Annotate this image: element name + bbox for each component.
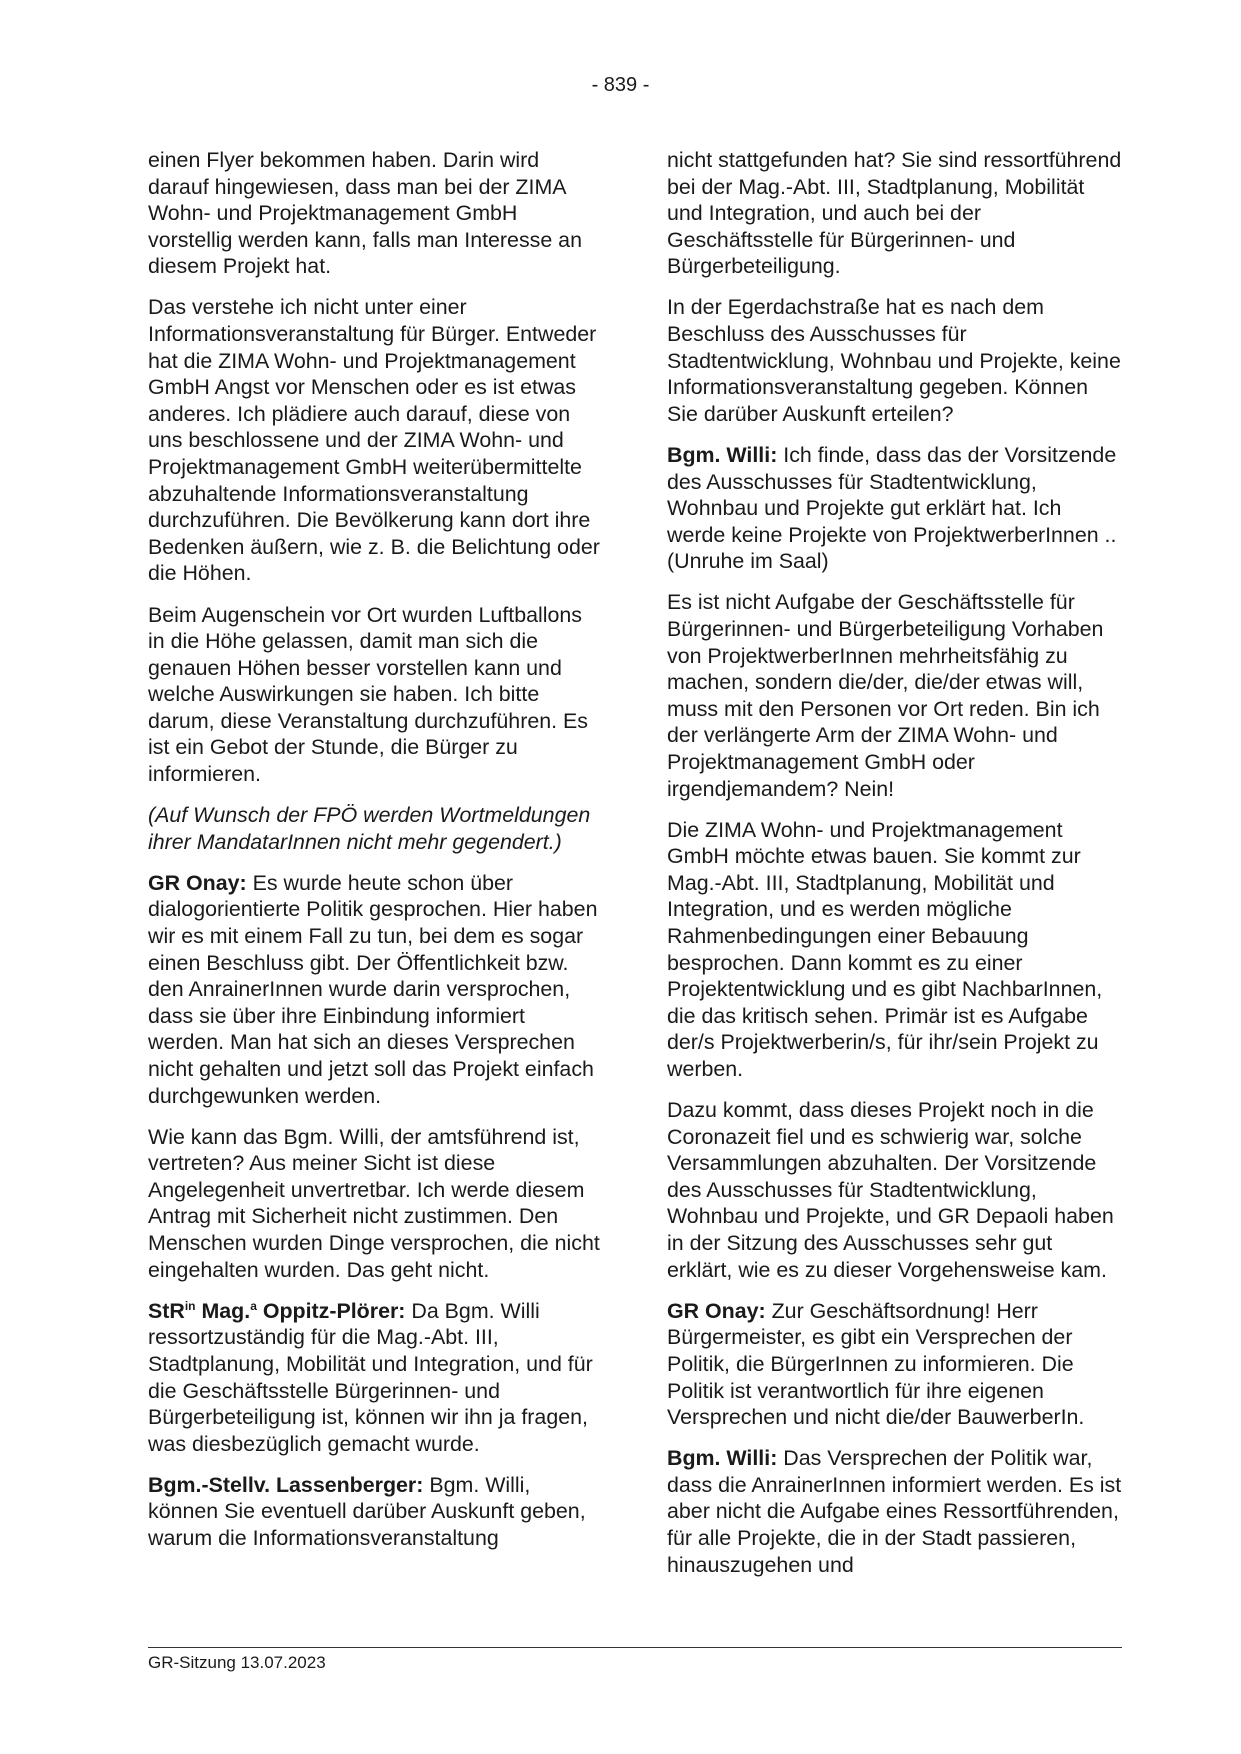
paragraph-text: In der Egerdachstraße hat es nach dem Beschluss des Ausschusses für Stadtentwicklung, Wohnbau und Projekte, keine Informationsveranstaltung gegeben. Können Sie darüber Auskunft erteilen? (667, 295, 1121, 426)
paragraph (667, 294, 1122, 427)
speaker-name: GR Onay: (667, 1298, 766, 1323)
speaker-name: Bgm. Willi: (667, 442, 778, 467)
paragraph-text: nicht stattgefunden hat? Sie sind ressortführend bei der Mag.-Abt. III, Stadtplanung, Mobilität und Integration, und auch bei der Geschäftsstelle für Bürgerinnen- und Bürgerbeteiligung. (667, 148, 1122, 279)
paragraph (148, 602, 603, 788)
speech (667, 1445, 1122, 1578)
speech (667, 442, 1122, 575)
editorial-note (148, 802, 603, 855)
paragraph (148, 294, 603, 587)
paragraph (148, 1124, 603, 1284)
paragraph-text: Wie kann das Bgm. Willi, der amtsführend ist, vertreten? Aus meiner Sicht ist diese Angelegenheit unvertretbar. Ich werde diesem Antrag mit Sicherheit nicht zustimmen. Den Menschen wurden Dinge versprochen, die nicht eingehalten wurden. Das geht nicht. (148, 1124, 600, 1282)
left-column (148, 147, 603, 1566)
paragraph (667, 1097, 1122, 1283)
speech (148, 870, 603, 1109)
speech-text: Zur Geschäftsordnung! Herr Bürgermeister, es gibt ein Versprechen der Politik, die BürgerInnen zu informieren. Die Politik ist verantwortlich für ihre eigenen Versprechen und nicht die/der BauwerberIn. (667, 1298, 1085, 1430)
paragraph (667, 817, 1122, 1083)
paragraph-text: Die ZIMA Wohn- und Projektmanagement GmbH möchte etwas bauen. Sie kommt zur Mag.-Abt. III, Stadtplanung, Mobilität und Integration, und es werden mögliche Rahmenbedingungen einer Bebauung besprochen. Dann kommt es zu einer Projektentwicklung und es gibt NachbarInnen, die das kritisch sehen. Primär ist es Aufgabe der/s Projektwerberin/s, für ihr/sein Projekt zu werben. (667, 817, 1103, 1081)
paragraph-text: Es ist nicht Aufgabe der Geschäftsstelle für Bürgerinnen- und Bürgerbeteiligung Vorhaben von ProjektwerberInnen mehrheitsfähig zu machen, sondern die/der, die/der etwas will, muss mit den Personen vor Ort reden. Bin ich der verlängerte Arm der ZIMA Wohn- und Projektmanagement GmbH oder irgendjemandem? Nein! (667, 590, 1104, 801)
paragraph-text: einen Flyer bekommen haben. Darin wird darauf hingewiesen, dass man bei der ZIMA Wohn- und Projektmanagement GmbH vorstellig werden kann, falls man Interesse an diesem Projekt hat. (148, 148, 582, 279)
speaker-name: Bgm. Willi: (667, 1446, 778, 1471)
speaker-name: GR Onay: (148, 870, 247, 895)
footer-text: GR-Sitzung 13.07.2023 (148, 1653, 326, 1672)
page-number: - 839 - (591, 74, 650, 96)
speech-text: Ich finde, dass das der Vorsitzende des Ausschusses für Stadtentwicklung, Wohnbau und Projekte gut erklärt hat. Ich werde keine Projekte von ProjektwerberInnen ..(Unruhe im Saal) (667, 442, 1117, 574)
paragraph (667, 589, 1122, 802)
speech-text: Bgm. Willi, können Sie eventuell darüber Auskunft geben, warum die Informationsveranstaltung (148, 1472, 586, 1550)
note-text: (Auf Wunsch der FPÖ werden Wortmeldungen ihrer MandatarInnen nicht mehr gegendert.) (148, 803, 591, 854)
speech (667, 1298, 1122, 1431)
paragraph (148, 147, 603, 280)
speech (148, 1298, 603, 1458)
paragraph-text: Dazu kommt, dass dieses Projekt noch in die Coronazeit fiel und es schwierig war, solche Versammlungen abzuhalten. Der Vorsitzende des Ausschusses für Stadtentwicklung, Wohnbau und Projekte, und GR Depaoli haben in der Sitzung des Ausschusses sehr gut erklärt, wie es zu dieser Vorgehensweise kam. (667, 1098, 1114, 1282)
speech (148, 1472, 603, 1552)
speech-text: Es wurde heute schon über dialogorientierte Politik gesprochen. Hier haben wir es mit einem Fall zu tun, bei dem es sogar einen Beschluss gibt. Der Öffentlichkeit bzw. den AnrainerInnen wurde darin versprochen, dass sie über ihre Einbindung informiert werden. Man hat sich an dieses Versprechen nicht gehalten und jetzt soll das Projekt einfach durchgewunken werden. (148, 870, 598, 1108)
paragraph-text: Beim Augenschein vor Ort wurden Luftballons in die Höhe gelassen, damit man sich die genauen Höhen besser vorstellen kann und welche Auswirkungen sie haben. Ich bitte darum, diese Veranstaltung durchzuführen. Es ist ein Gebot der Stunde, die Bürger zu informieren. (148, 602, 588, 787)
speech-text: Da Bgm. Willi ressortzuständig für die Mag.-Abt. III, Stadtplanung, Mobilität und Integration, und für die Geschäftsstelle Bürgerinnen- und Bürgerbeteiligung ist, können wir ihn ja fragen, was diesbezüglich gemacht wurde. (148, 1298, 593, 1456)
footer-divider (148, 1647, 1122, 1648)
speaker-name: StR$^{in}$ Mag.$^a$ Oppitz-Plörer: (148, 1298, 406, 1323)
speech-text: Das Versprechen der Politik war, dass die AnrainerInnen informiert werden. Es ist aber nicht die Aufgabe eines Ressortführenden, für alle Projekte, die in der Stadt passieren, hinauszugehen und (667, 1446, 1122, 1577)
right-column (667, 147, 1122, 1593)
paragraph (667, 147, 1122, 280)
speaker-name: Bgm.-Stellv. Lassenberger: (148, 1472, 424, 1497)
paragraph-text: Das verstehe ich nicht unter einer Informationsveranstaltung für Bürger. Entweder hat die ZIMA Wohn- und Projektmanagement GmbH Angst vor Menschen oder es ist etwas anderes. Ich plädiere auch darauf, diese von uns beschlossene und der ZIMA Wohn- und Projektmanagement GmbH weiterübermittelte abzuhaltende Informationsveranstaltung durchzuführen. Die Bevölkerung kann dort ihre Bedenken äußern, wie z. B. die Belichtung oder die Höhen. (148, 295, 600, 586)
